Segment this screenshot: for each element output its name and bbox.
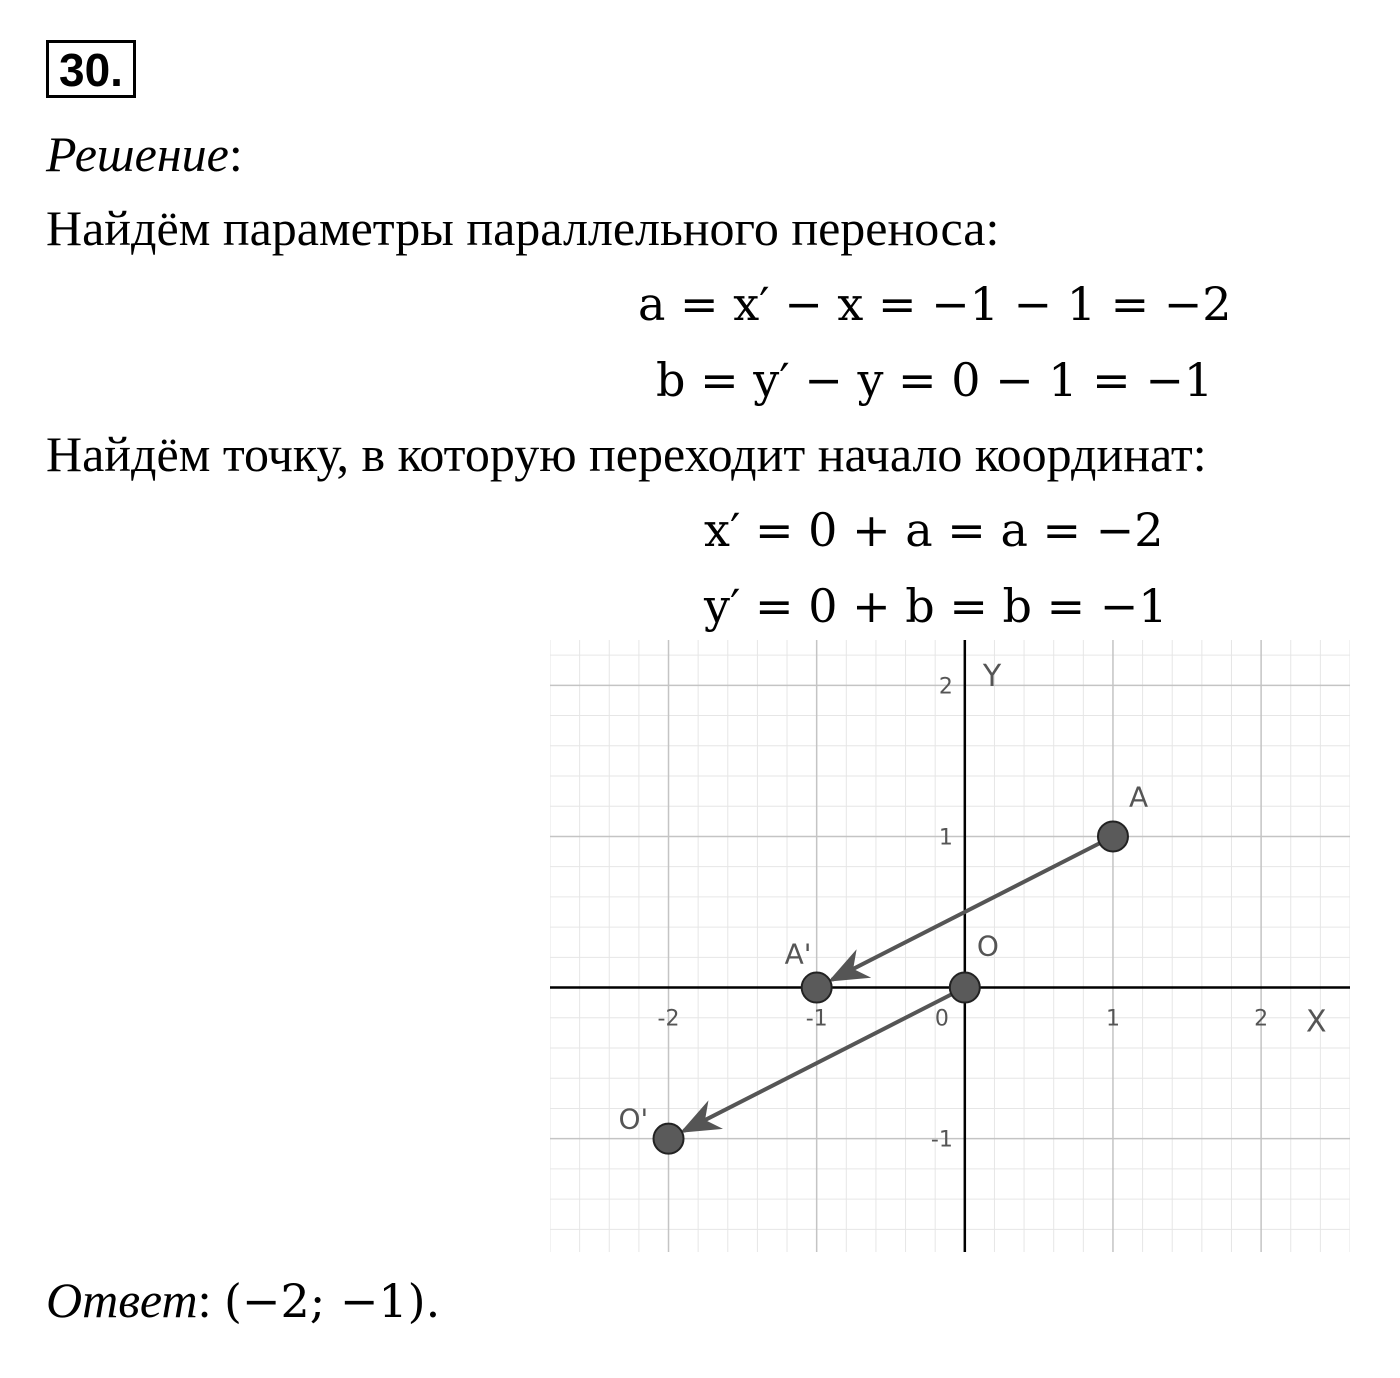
point-marker bbox=[950, 973, 980, 1003]
x-tick-label: -1 bbox=[805, 1006, 828, 1032]
answer-label: Ответ bbox=[46, 1272, 198, 1328]
x-tick-label: 2 bbox=[1254, 1006, 1269, 1032]
point-label: A' bbox=[784, 937, 812, 971]
y-tick-label: -1 bbox=[930, 1127, 953, 1153]
axes bbox=[550, 640, 1350, 1252]
equation-y-prime: y′ = 0 + b = b = −1 bbox=[704, 579, 1168, 633]
step2-text: Найдём точку, в которую переходит начало координат: bbox=[46, 426, 1207, 482]
x-axis-label: X bbox=[1306, 1004, 1327, 1040]
answer-label-colon: : bbox=[197, 1272, 212, 1328]
x-tick-label: -2 bbox=[657, 1006, 680, 1032]
equation-x-prime: x′ = 0 + a = a = −2 bbox=[704, 503, 1164, 557]
x-tick-label: 1 bbox=[1105, 1006, 1120, 1032]
y-tick-label: 1 bbox=[938, 825, 953, 851]
solution-label: Решение bbox=[46, 126, 229, 182]
y-tick-label: 2 bbox=[938, 674, 953, 700]
problem-number: 30. bbox=[46, 40, 136, 98]
y-axis-label: Y bbox=[982, 659, 1002, 694]
point-marker bbox=[802, 973, 832, 1003]
coordinate-graph bbox=[550, 640, 1350, 1252]
solution-heading bbox=[46, 124, 243, 184]
answer-line bbox=[46, 1270, 440, 1331]
step1-text: Найдём параметры параллельного переноса: bbox=[46, 200, 1000, 256]
point-marker bbox=[1098, 821, 1128, 851]
solution-label-colon: : bbox=[228, 126, 243, 182]
point-label: O bbox=[976, 929, 999, 963]
point-label: A bbox=[1128, 780, 1149, 814]
major-grid bbox=[550, 640, 1350, 1252]
equation-a: a = x′ − x = −1 − 1 = −2 bbox=[638, 277, 1232, 331]
point-label: O' bbox=[618, 1102, 649, 1136]
minor-grid bbox=[550, 640, 1350, 1252]
x-tick-label: 0 bbox=[934, 1006, 949, 1032]
answer-value: (−2; −1). bbox=[223, 1274, 441, 1328]
point-marker bbox=[654, 1124, 684, 1154]
equation-b: b = y′ − y = 0 − 1 = −1 bbox=[656, 353, 1214, 407]
